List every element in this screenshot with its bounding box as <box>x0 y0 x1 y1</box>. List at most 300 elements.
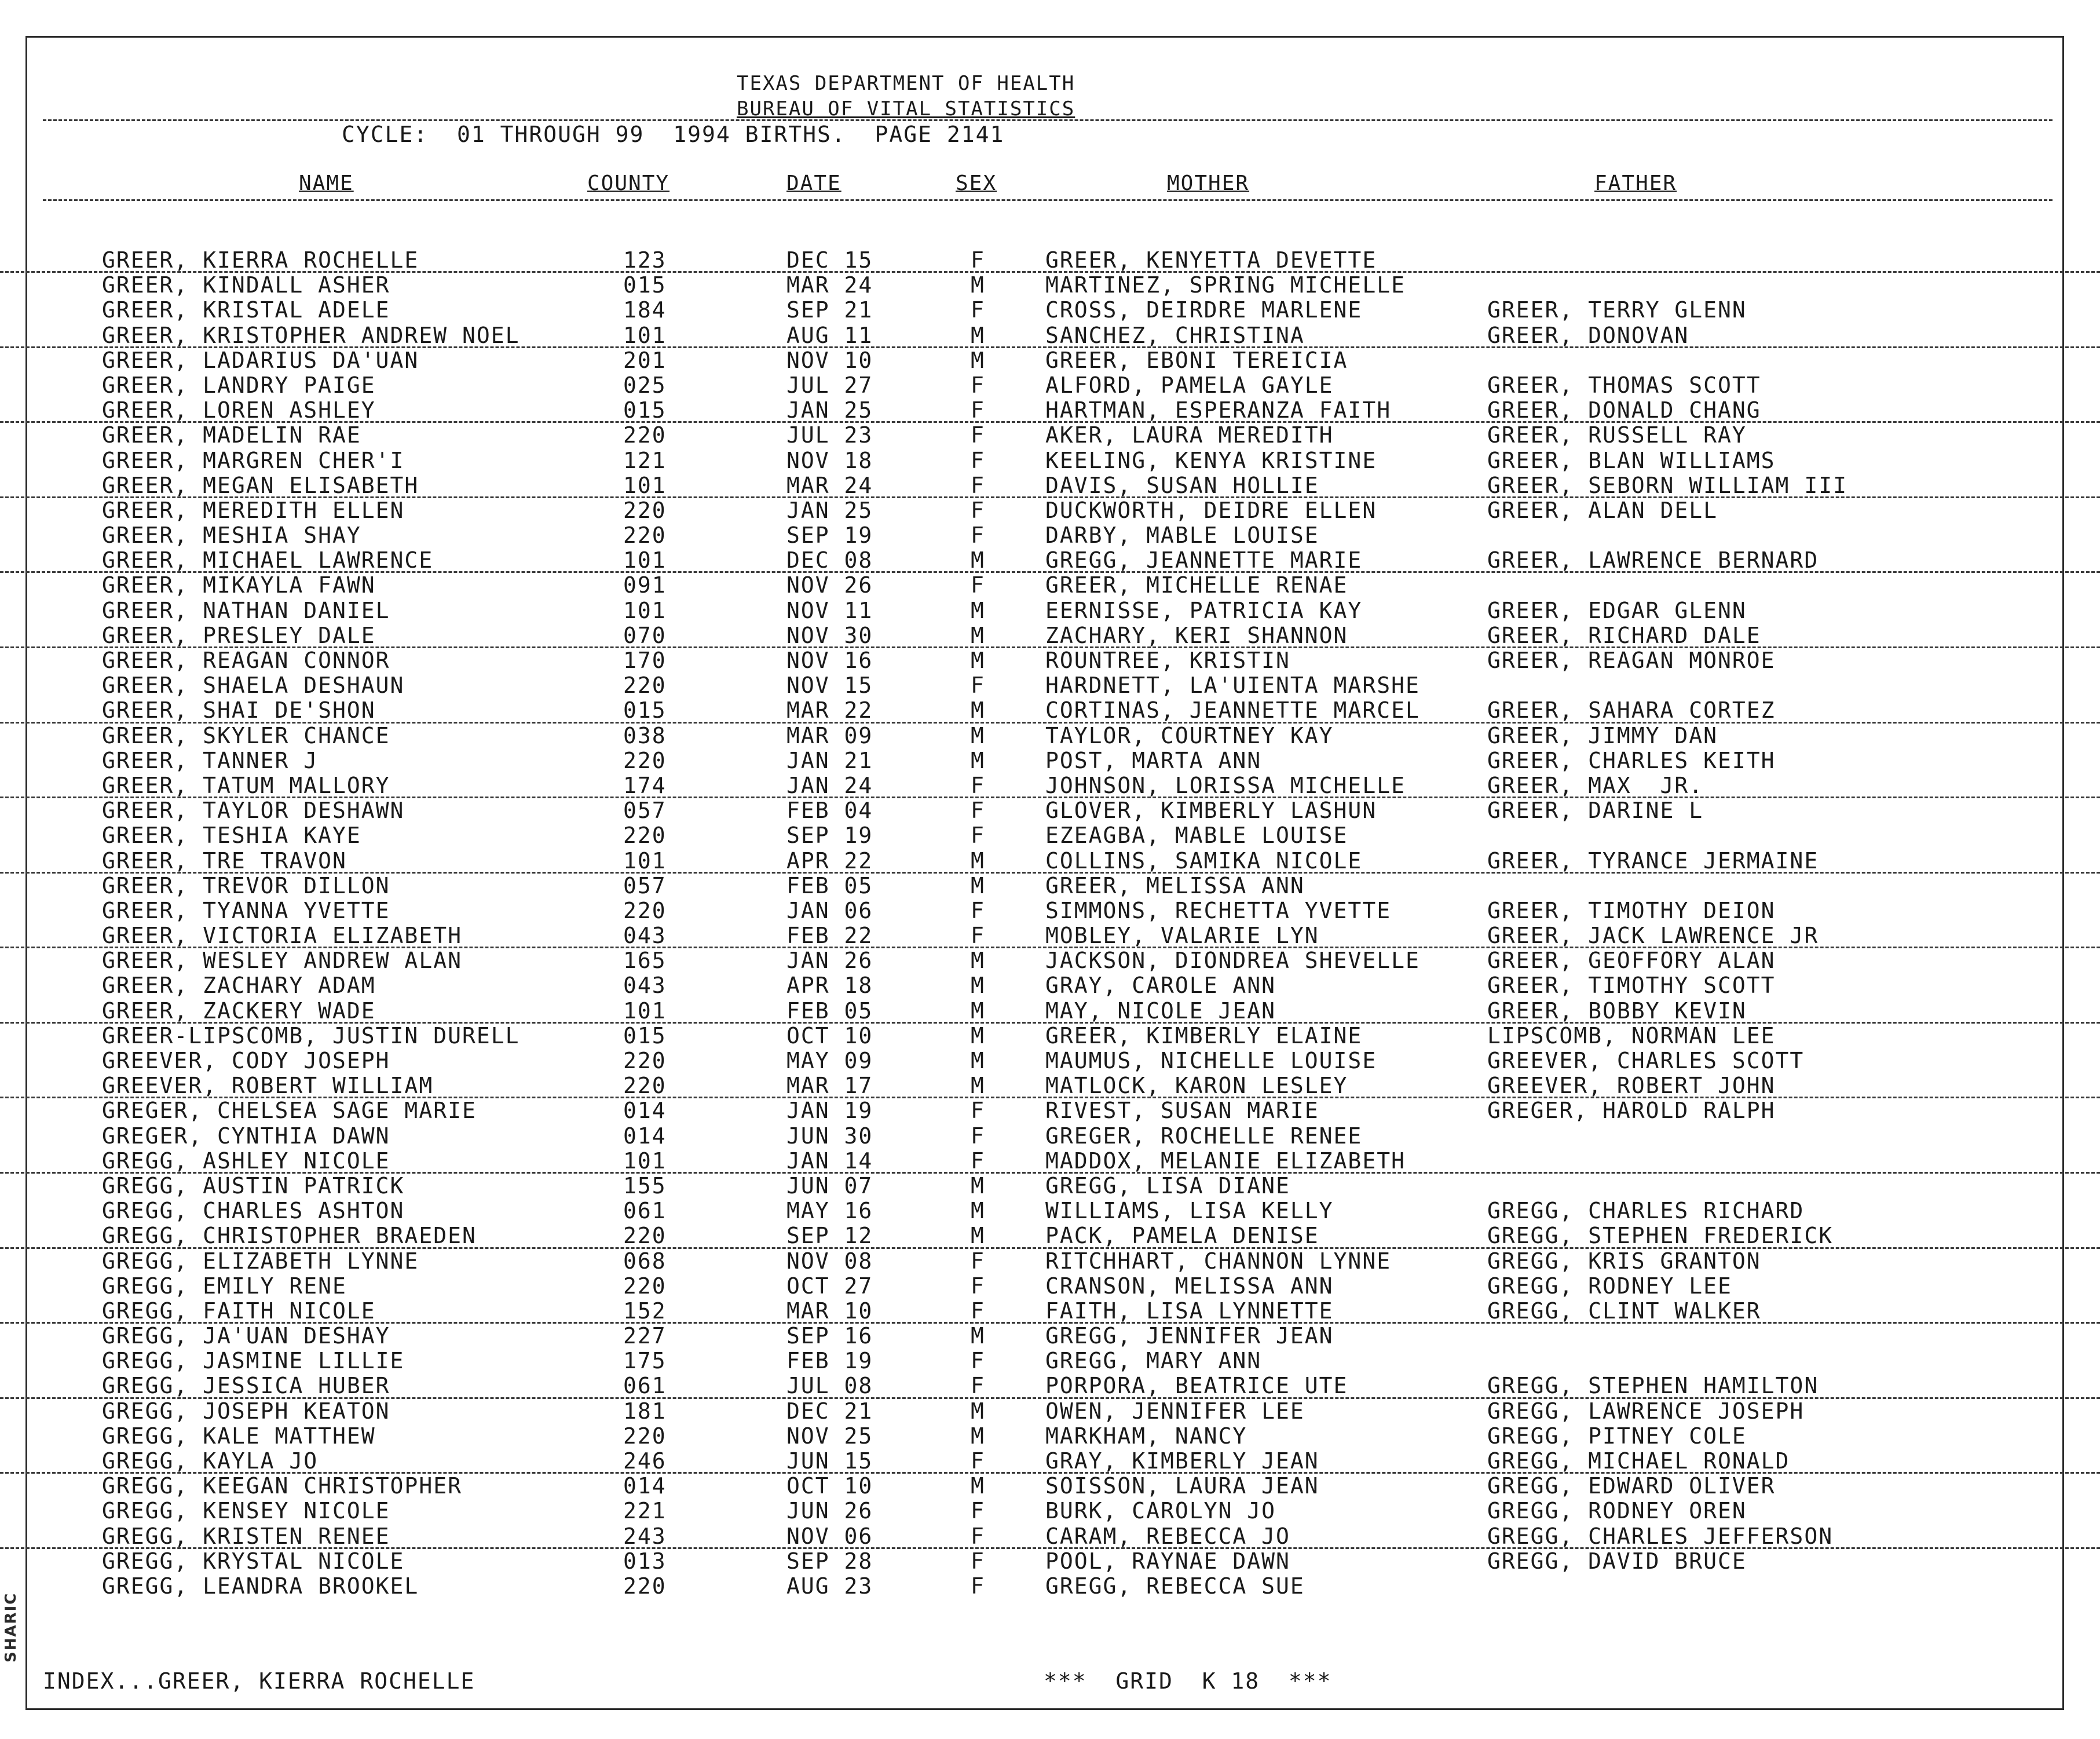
record-row <box>0 798 2100 823</box>
record-date: JAN 19 <box>786 1098 873 1124</box>
record-name: GREER, MICHAEL LAWRENCE <box>102 547 434 573</box>
record-county: 170 <box>623 648 667 673</box>
record-father: GREER, GEOFFORY ALAN <box>1487 948 1776 974</box>
record-row <box>0 773 2100 798</box>
record-row <box>0 323 2100 348</box>
record-county: 220 <box>623 1223 667 1249</box>
record-father: GREER, DARINE L <box>1487 798 1704 824</box>
record-name: GREER, SHAELA DESHAUN <box>102 673 405 699</box>
record-row <box>0 898 2100 923</box>
header-subtitle: BUREAU OF VITAL STATISTICS <box>737 97 1075 120</box>
record-sex: M <box>971 597 985 623</box>
record-name: GREER, TAYLOR DESHAWN <box>102 798 405 824</box>
record-name: GREER, SKYLER CHANCE <box>102 722 390 748</box>
column-header-sex: SEX <box>956 171 997 195</box>
record-mother: DUCKWORTH, DEIDRE ELLEN <box>1045 497 1377 523</box>
record-row <box>0 1324 2100 1349</box>
record-name: GREER, VICTORIA ELIZABETH <box>102 923 462 949</box>
record-county: 246 <box>623 1448 667 1474</box>
record-father: GREGG, RODNEY OREN <box>1487 1498 1747 1524</box>
record-mother: CRANSON, MELISSA ANN <box>1045 1273 1334 1299</box>
record-county: 025 <box>623 372 667 398</box>
record-mother: GREGG, JEANNETTE MARIE <box>1045 547 1363 573</box>
record-father: GREER, BLAN WILLIAMS <box>1487 447 1776 473</box>
record-name: GREER, TESHIA KAYE <box>102 823 361 849</box>
record-name: GREGG, LEANDRA BROOKEL <box>102 1573 419 1599</box>
record-date: NOV 26 <box>786 572 873 598</box>
record-sex: F <box>971 798 985 824</box>
record-date: AUG 11 <box>786 322 873 348</box>
record-row <box>0 498 2100 523</box>
record-name: GREGG, EMILY RENE <box>102 1273 347 1299</box>
record-row <box>0 849 2100 874</box>
record-date: NOV 08 <box>786 1248 873 1274</box>
record-row <box>0 698 2100 723</box>
record-father: GREGG, CHARLES JEFFERSON <box>1487 1523 1834 1549</box>
record-name: GREER, TRE TRAVON <box>102 847 347 874</box>
record-mother: GREGG, REBECCA SUE <box>1045 1573 1305 1599</box>
record-name: GREER, KIERRA ROCHELLE <box>102 247 419 273</box>
record-county: 220 <box>623 1273 667 1299</box>
record-mother: BURK, CAROLYN JO <box>1045 1498 1276 1524</box>
record-county: 057 <box>623 798 667 824</box>
record-row <box>0 673 2100 698</box>
record-mother: OWEN, JENNIFER LEE <box>1045 1398 1305 1424</box>
record-name: GREGG, FAITH NICOLE <box>102 1298 376 1324</box>
record-date: NOV 25 <box>786 1423 873 1449</box>
record-name: GREER, ZACKERY WADE <box>102 998 376 1024</box>
record-date: SEP 19 <box>786 823 873 849</box>
record-date: MAR 24 <box>786 472 873 498</box>
record-sex: M <box>971 872 985 898</box>
record-father: GREER, TYRANCE JERMAINE <box>1487 847 1819 874</box>
record-mother: CROSS, DEIRDRE MARLENE <box>1045 297 1363 323</box>
record-father: LIPSCOMB, NORMAN LEE <box>1487 1022 1776 1048</box>
record-name: GREER, WESLEY ANDREW ALAN <box>102 948 462 974</box>
record-name: GREGG, ELIZABETH LYNNE <box>102 1248 419 1274</box>
record-sex: M <box>971 948 985 974</box>
record-father: GREER, EDGAR GLENN <box>1487 597 1747 623</box>
record-sex: M <box>971 998 985 1024</box>
record-father: GREER, REAGAN MONROE <box>1487 648 1776 673</box>
record-father: GREGG, CHARLES RICHARD <box>1487 1198 1805 1224</box>
record-date: MAR 24 <box>786 272 873 298</box>
record-county: 220 <box>623 422 667 448</box>
record-date: AUG 23 <box>786 1573 873 1599</box>
record-father: GREER, SEBORN WILLIAM III <box>1487 472 1847 498</box>
record-county: 201 <box>623 347 667 373</box>
record-sex: F <box>971 897 985 923</box>
record-county: 152 <box>623 1298 667 1324</box>
record-date: MAR 22 <box>786 697 873 724</box>
record-row <box>0 623 2100 648</box>
record-county: 061 <box>623 1198 667 1224</box>
record-sex: F <box>971 1098 985 1124</box>
record-sex: F <box>971 1248 985 1274</box>
record-county: 014 <box>623 1098 667 1124</box>
record-date: MAY 09 <box>786 1048 873 1073</box>
record-county: 070 <box>623 622 667 648</box>
record-date: FEB 05 <box>786 998 873 1024</box>
record-sex: F <box>971 372 985 398</box>
record-mother: KEELING, KENYA KRISTINE <box>1045 447 1377 473</box>
record-father: GREGG, LAWRENCE JOSEPH <box>1487 1398 1805 1424</box>
record-date: MAY 16 <box>786 1198 873 1224</box>
side-label: SHARIC <box>2 1592 20 1663</box>
record-sex: F <box>971 673 985 699</box>
record-sex: M <box>971 1473 985 1499</box>
record-sex: F <box>971 772 985 798</box>
record-sex: M <box>971 1198 985 1224</box>
record-date: SEP 19 <box>786 523 873 549</box>
record-sex: F <box>971 472 985 498</box>
record-sex: M <box>971 1172 985 1199</box>
record-sex: F <box>971 1523 985 1549</box>
record-county: 101 <box>623 998 667 1024</box>
record-county: 015 <box>623 272 667 298</box>
record-sex: F <box>971 1573 985 1599</box>
record-mother: MATLOCK, KARON LESLEY <box>1045 1073 1348 1099</box>
record-father: GREER, BOBBY KEVIN <box>1487 998 1747 1024</box>
record-county: 043 <box>623 973 667 999</box>
record-mother: HARDNETT, LA'UIENTA MARSHE <box>1045 673 1420 699</box>
record-county: 101 <box>623 547 667 573</box>
record-mother: GLOVER, KIMBERLY LASHUN <box>1045 798 1377 824</box>
record-name: GREER, SHAI DE'SHON <box>102 697 376 724</box>
record-name: GREER, PRESLEY DALE <box>102 622 376 648</box>
footer-index: INDEX...GREER, KIERRA ROCHELLE <box>43 1668 475 1694</box>
record-name: GREGG, KEEGAN CHRISTOPHER <box>102 1473 462 1499</box>
record-father: GREER, DONOVAN <box>1487 322 1689 348</box>
record-row <box>0 874 2100 898</box>
record-date: JAN 06 <box>786 897 873 923</box>
record-list <box>0 248 2100 1599</box>
record-mother: PACK, PAMELA DENISE <box>1045 1223 1319 1249</box>
record-county: 101 <box>623 472 667 498</box>
record-county: 015 <box>623 397 667 423</box>
record-sex: M <box>971 847 985 874</box>
record-mother: ALFORD, PAMELA GAYLE <box>1045 372 1334 398</box>
record-sex: M <box>971 322 985 348</box>
header-title: TEXAS DEPARTMENT OF HEALTH <box>737 72 1075 95</box>
record-row <box>0 973 2100 998</box>
record-county: 061 <box>623 1373 667 1399</box>
record-mother: FAITH, LISA LYNNETTE <box>1045 1298 1334 1324</box>
record-date: FEB 04 <box>786 798 873 824</box>
record-date: DEC 21 <box>786 1398 873 1424</box>
column-header-county: COUNTY <box>587 171 670 195</box>
record-row <box>0 1399 2100 1424</box>
record-date: JAN 25 <box>786 397 873 423</box>
record-row <box>0 1223 2100 1248</box>
record-row <box>0 573 2100 598</box>
record-date: NOV 10 <box>786 347 873 373</box>
record-name: GREER, MEREDITH ELLEN <box>102 497 405 523</box>
record-mother: ROUNTREE, KRISTIN <box>1045 648 1290 673</box>
record-date: NOV 11 <box>786 597 873 623</box>
record-mother: JOHNSON, LORISSA MICHELLE <box>1045 772 1406 798</box>
record-county: 175 <box>623 1348 667 1374</box>
record-name: GREGG, KRISTEN RENEE <box>102 1523 390 1549</box>
record-father: GREER, RUSSELL RAY <box>1487 422 1747 448</box>
record-sex: M <box>971 747 985 773</box>
record-row <box>0 523 2100 548</box>
record-sex: F <box>971 823 985 849</box>
record-date: DEC 08 <box>786 547 873 573</box>
record-sex: M <box>971 1223 985 1249</box>
record-county: 220 <box>623 1573 667 1599</box>
record-mother: GREER, KIMBERLY ELAINE <box>1045 1022 1363 1048</box>
record-name: GREER, KRISTOPHER ANDREW NOEL <box>102 322 520 348</box>
record-mother: DARBY, MABLE LOUISE <box>1045 523 1319 549</box>
record-sex: F <box>971 422 985 448</box>
record-county: 165 <box>623 948 667 974</box>
record-county: 220 <box>623 523 667 549</box>
record-row <box>0 999 2100 1024</box>
record-row <box>0 548 2100 573</box>
column-header-mother: MOTHER <box>1167 171 1250 195</box>
record-father: GREGG, EDWARD OLIVER <box>1487 1473 1776 1499</box>
record-county: 243 <box>623 1523 667 1549</box>
record-father: GREEVER, CHARLES SCOTT <box>1487 1048 1805 1073</box>
record-date: APR 18 <box>786 973 873 999</box>
record-name: GREGG, KRYSTAL NICOLE <box>102 1548 405 1574</box>
record-father: GREGER, HAROLD RALPH <box>1487 1098 1776 1124</box>
record-county: 220 <box>623 673 667 699</box>
record-row <box>0 823 2100 848</box>
record-name: GREER, MARGREN CHER'I <box>102 447 405 473</box>
record-date: OCT 27 <box>786 1273 873 1299</box>
record-father: GREER, TERRY GLENN <box>1487 297 1747 323</box>
record-county: 121 <box>623 447 667 473</box>
record-row <box>0 1274 2100 1299</box>
record-county: 220 <box>623 897 667 923</box>
record-name: GREEVER, CODY JOSEPH <box>102 1048 390 1073</box>
record-date: NOV 06 <box>786 1523 873 1549</box>
record-sex: F <box>971 1273 985 1299</box>
record-date: JUL 23 <box>786 422 873 448</box>
record-row <box>0 1373 2100 1398</box>
record-father: GREGG, PITNEY COLE <box>1487 1423 1747 1449</box>
record-county: 038 <box>623 722 667 748</box>
record-county: 101 <box>623 847 667 874</box>
record-date: JUN 30 <box>786 1123 873 1149</box>
record-county: 220 <box>623 823 667 849</box>
record-name: GREGG, AUSTIN PATRICK <box>102 1172 405 1199</box>
record-mother: JACKSON, DIONDREA SHEVELLE <box>1045 948 1420 974</box>
record-father: GREGG, DAVID BRUCE <box>1487 1548 1747 1574</box>
record-father: GREGG, CLINT WALKER <box>1487 1298 1761 1324</box>
record-father: GREGG, STEPHEN FREDERICK <box>1487 1223 1834 1249</box>
record-father: GREGG, KRIS GRANTON <box>1487 1248 1761 1274</box>
record-mother: ZACHARY, KERI SHANNON <box>1045 622 1348 648</box>
record-mother: GREER, EBONI TEREICIA <box>1045 347 1348 373</box>
record-date: DEC 15 <box>786 247 873 273</box>
record-county: 174 <box>623 772 667 798</box>
record-row <box>0 1048 2100 1073</box>
record-father: GREER, DONALD CHANG <box>1487 397 1761 423</box>
record-mother: POST, MARTA ANN <box>1045 747 1262 773</box>
record-row <box>0 348 2100 373</box>
record-date: JUN 26 <box>786 1498 873 1524</box>
header-cycle: CYCLE: 01 THROUGH 99 1994 BIRTHS. PAGE 2141 <box>342 122 1005 147</box>
record-county: 101 <box>623 322 667 348</box>
record-name: GREER, ZACHARY ADAM <box>102 973 376 999</box>
record-row <box>0 1574 2100 1599</box>
record-mother: RITCHHART, CHANNON LYNNE <box>1045 1248 1392 1274</box>
record-sex: F <box>971 1448 985 1474</box>
record-name: GREER, MIKAYLA FAWN <box>102 572 376 598</box>
record-row <box>0 423 2100 448</box>
record-name: GREGG, KAYLA JO <box>102 1448 319 1474</box>
record-mother: WILLIAMS, LISA KELLY <box>1045 1198 1334 1224</box>
header-divider-top <box>43 119 2053 121</box>
record-name: GREER, REAGAN CONNOR <box>102 648 390 673</box>
record-name: GREER, KRISTAL ADELE <box>102 297 390 323</box>
record-row <box>0 1549 2100 1574</box>
record-row <box>0 1124 2100 1149</box>
record-row <box>0 1024 2100 1048</box>
record-sex: F <box>971 923 985 949</box>
record-row <box>0 1199 2100 1223</box>
record-name: GREER-LIPSCOMB, JUSTIN DURELL <box>102 1022 520 1048</box>
record-row <box>0 724 2100 748</box>
record-name: GREGG, ASHLEY NICOLE <box>102 1148 390 1174</box>
record-row <box>0 398 2100 423</box>
record-sex: F <box>971 447 985 473</box>
record-sex: F <box>971 523 985 549</box>
record-row <box>0 1098 2100 1123</box>
record-sex: F <box>971 1123 985 1149</box>
record-name: GREER, MADELIN RAE <box>102 422 361 448</box>
record-date: NOV 15 <box>786 673 873 699</box>
record-date: SEP 21 <box>786 297 873 323</box>
record-county: 220 <box>623 1048 667 1073</box>
record-sex: F <box>971 572 985 598</box>
record-sex: F <box>971 1373 985 1399</box>
record-name: GREER, LOREN ASHLEY <box>102 397 376 423</box>
column-header-divider <box>43 199 2053 201</box>
record-father: GREEVER, ROBERT JOHN <box>1487 1073 1776 1099</box>
record-date: JAN 24 <box>786 772 873 798</box>
record-county: 091 <box>623 572 667 598</box>
record-date: JAN 26 <box>786 948 873 974</box>
record-name: GREGG, JASMINE LILLIE <box>102 1348 405 1374</box>
record-mother: SOISSON, LAURA JEAN <box>1045 1473 1319 1499</box>
footer-grid: *** GRID K 18 *** <box>1044 1668 1332 1694</box>
record-date: FEB 22 <box>786 923 873 949</box>
record-row <box>0 473 2100 498</box>
record-mother: GREGG, JENNIFER JEAN <box>1045 1323 1334 1349</box>
record-row <box>0 648 2100 673</box>
record-sex: F <box>971 297 985 323</box>
record-date: JUL 08 <box>786 1373 873 1399</box>
record-mother: SIMMONS, RECHETTA YVETTE <box>1045 897 1392 923</box>
record-father: GREER, ALAN DELL <box>1487 497 1718 523</box>
record-sex: M <box>971 697 985 724</box>
record-sex: M <box>971 1073 985 1099</box>
record-row <box>0 598 2100 623</box>
record-sex: M <box>971 973 985 999</box>
record-date: JAN 14 <box>786 1148 873 1174</box>
record-sex: M <box>971 347 985 373</box>
record-date: MAR 09 <box>786 722 873 748</box>
record-father: GREER, THOMAS SCOTT <box>1487 372 1761 398</box>
column-header-name: NAME <box>299 171 354 195</box>
record-row <box>0 1474 2100 1499</box>
record-row <box>0 248 2100 273</box>
record-father: GREGG, MICHAEL RONALD <box>1487 1448 1790 1474</box>
record-sex: M <box>971 1022 985 1048</box>
record-mother: GREGER, ROCHELLE RENEE <box>1045 1123 1363 1149</box>
record-sex: M <box>971 1398 985 1424</box>
record-sex: F <box>971 397 985 423</box>
record-date: JUN 07 <box>786 1172 873 1199</box>
record-row <box>0 923 2100 948</box>
record-row <box>0 1149 2100 1174</box>
record-mother: POOL, RAYNAE DAWN <box>1045 1548 1290 1574</box>
record-date: JAN 25 <box>786 497 873 523</box>
record-father: GREGG, RODNEY LEE <box>1487 1273 1732 1299</box>
record-name: GREER, LADARIUS DA'UAN <box>102 347 419 373</box>
record-mother: GREGG, MARY ANN <box>1045 1348 1262 1374</box>
record-county: 220 <box>623 747 667 773</box>
record-county: 227 <box>623 1323 667 1349</box>
record-mother: CORTINAS, JEANNETTE MARCEL <box>1045 697 1420 724</box>
record-mother: GREGG, LISA DIANE <box>1045 1172 1290 1199</box>
record-sex: M <box>971 1048 985 1073</box>
record-date: NOV 16 <box>786 648 873 673</box>
record-sex: F <box>971 1348 985 1374</box>
record-name: GREER, TATUM MALLORY <box>102 772 390 798</box>
record-sex: M <box>971 272 985 298</box>
record-row <box>0 1524 2100 1549</box>
record-sex: F <box>971 1548 985 1574</box>
record-county: 221 <box>623 1498 667 1524</box>
record-date: OCT 10 <box>786 1473 873 1499</box>
record-row <box>0 1073 2100 1098</box>
record-father: GREER, JIMMY DAN <box>1487 722 1718 748</box>
record-county: 068 <box>623 1248 667 1274</box>
record-mother: MOBLEY, VALARIE LYN <box>1045 923 1319 949</box>
record-mother: COLLINS, SAMIKA NICOLE <box>1045 847 1363 874</box>
record-row <box>0 1174 2100 1199</box>
record-father: GREER, RICHARD DALE <box>1487 622 1761 648</box>
record-name: GREER, MESHIA SHAY <box>102 523 361 549</box>
record-sex: F <box>971 1298 985 1324</box>
record-sex: M <box>971 1323 985 1349</box>
record-date: MAR 10 <box>786 1298 873 1324</box>
record-name: GREER, TREVOR DILLON <box>102 872 390 898</box>
record-father: GREGG, STEPHEN HAMILTON <box>1487 1373 1819 1399</box>
record-sex: M <box>971 547 985 573</box>
record-mother: MAUMUS, NICHELLE LOUISE <box>1045 1048 1377 1073</box>
record-county: 220 <box>623 1073 667 1099</box>
record-row <box>0 1424 2100 1449</box>
record-mother: EZEAGBA, MABLE LOUISE <box>1045 823 1348 849</box>
column-header-date: DATE <box>786 171 842 195</box>
record-date: OCT 10 <box>786 1022 873 1048</box>
record-father: GREER, TIMOTHY SCOTT <box>1487 973 1776 999</box>
record-sex: F <box>971 497 985 523</box>
record-county: 043 <box>623 923 667 949</box>
record-sex: F <box>971 1148 985 1174</box>
record-name: GREGG, KALE MATTHEW <box>102 1423 376 1449</box>
record-mother: DAVIS, SUSAN HOLLIE <box>1045 472 1319 498</box>
record-mother: GREER, MELISSA ANN <box>1045 872 1305 898</box>
record-date: JUN 15 <box>786 1448 873 1474</box>
record-county: 057 <box>623 872 667 898</box>
